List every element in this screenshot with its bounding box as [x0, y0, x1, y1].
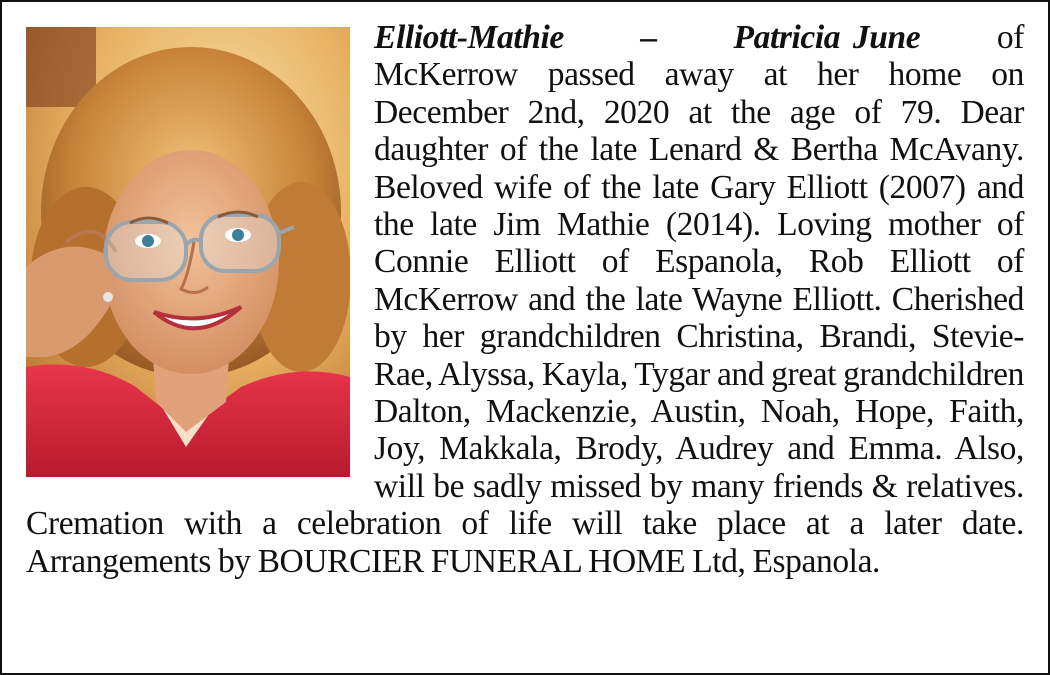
deceased-surname: Elliott-Mathie	[374, 19, 564, 56]
name-dash: –	[640, 19, 657, 56]
deceased-given-names: Patricia June	[733, 19, 921, 56]
photo-wrap-spacer	[26, 19, 374, 501]
obituary-body: of McKerrow passed away at her home on December 2nd, 2020 at the age of 79. Dear daughter of the late Lenard & Bertha McAvany. Beloved wife of the late Gary Elliott (2007) and the late Jim Mathie (2014). Loving mother of Connie Elliott of Espanola, Rob Elliott of McKerrow and the late Wayne Elliott. Cherished by her grandchildren Christina, Brandi, Stevie-Rae, Alyssa, Kayla, Tygar and great grandchildren Dalton, Mackenzie, Austin, Noah, Hope, Faith, Joy, Makkala, Brody, Audrey and Emma. Also, will be sadly missed by many friends & relatives. Cremation with a celebration of life will take place at a later date. Arrangements by BOURCIER FUNERAL HOME Ltd, Espanola.	[26, 19, 1024, 580]
obituary-text	[26, 19, 1024, 580]
